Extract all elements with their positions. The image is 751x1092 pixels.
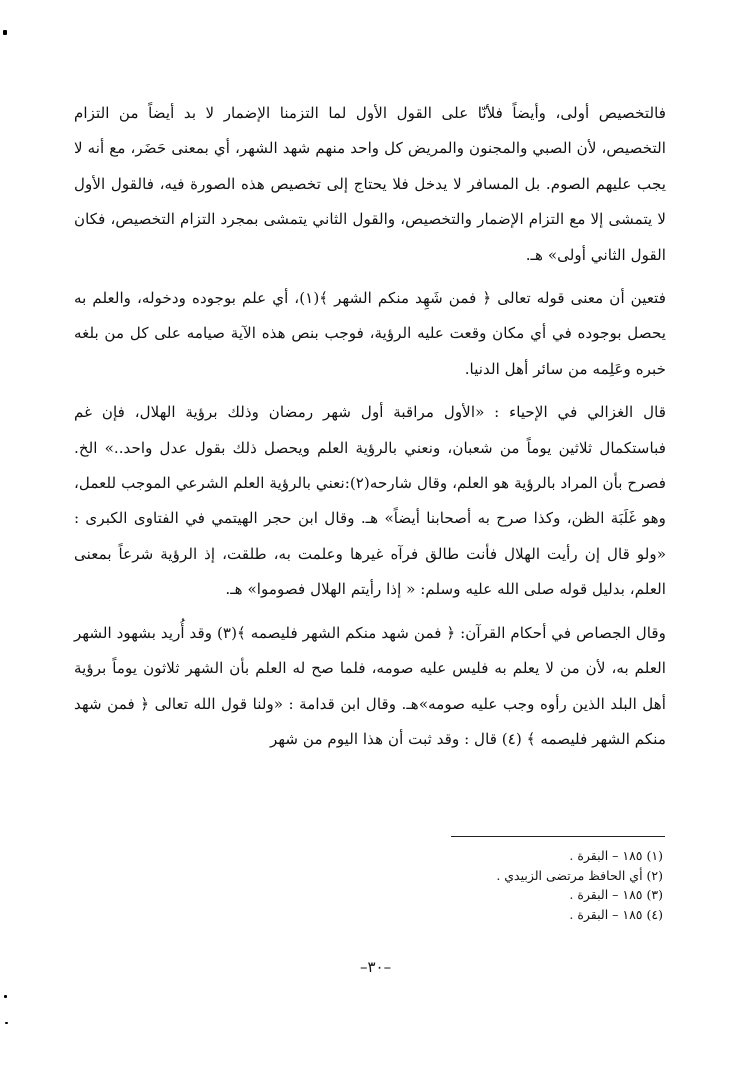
- paragraph: فتعين أن معنى قوله تعالى ﴿ فمن شَهِد منكم الشهر ﴾(١)، أي علم بوجوده ودخوله، والعلم به يحصل بوجوده في أي مكان وقعت عليه الرؤية، فوجب بنص هذه الآية صيامه على كل من بلغه خبره وعَلِمه من سائر أهل الدنيا.: [74, 289, 666, 378]
- footnote: (٤) ١٨٥ – البقرة .: [569, 906, 663, 922]
- paragraph: فالتخصيص أولى، وأيضاً فلأنّا على القول الأول لما التزمنا الإضمار لا بد أيضاً من التزام التخصيص، لأن الصبي والمجنون والمريض كل واحد منهم شهد الشهر، أي بمعنى حَضَر، مع أنه لا يجب عليهم الصوم. بل المسافر لا يدخل فلا يحتاج إلى تخصيص هذه الصورة فيه، فالقول الأول لا يتمشى إلا مع التزام الإضمار والتخصيص، والقول الثاني يتمشى بمجرد التزام التخصيص، فكان القول الثاني أولى» هـ.: [74, 104, 666, 264]
- footnotes: [200, 846, 663, 924]
- page-number: –٣٠–: [359, 958, 392, 976]
- footnote: (٢) أي الحافظ مرتضى الزبيدي .: [496, 867, 663, 883]
- scan-speck: [3, 30, 7, 35]
- paragraph: قال الغزالي في الإحياء : «الأول مراقبة أول شهر رمضان وذلك برؤية الهلال، فإن غم فباستكمال ثلاثين يوماً من شعبان، ونعني بالرؤية العلم ويحصل ذلك بقول عدل واحد..» الخ. فصرح بأن المراد بالرؤية هو العلم، وقال شارحه(٢):نعني بالرؤية العلم الشرعي الموجب للعمل، وهو غَلَبَة الظن، وكذا صرح به أصحابنا أيضاً» هـ. وقال ابن حجر الهيتمي في الفتاوى الكبرى : «ولو قال إن رأيت الهلال فأنت طالق فرآه غيرها وعلمت به، طلقت، إذ الرؤية شرعاً بمعنى العلم، بدليل قوله صلى الله عليه وسلم: « إذا رأيتم الهلال فصوموا» هـ.: [74, 403, 666, 599]
- footnote: (٣) ١٨٥ – البقرة .: [569, 887, 663, 902]
- paragraph: وقال الجصاص في أحكام القرآن: ﴿ فمن شهد منكم الشهر فليصمه ﴾(٣) وقد أُريد بشهود الشهر العلم به، لأن من لا يعلم به فليس عليه صومه، فلما صح له العلم بأن الشهر ثلاثون يوماً برؤية أهل البلد الذين رأوه وجب عليه صومه»هـ. وقال ابن قدامة : «ولنا قول الله تعالى ﴿ فمن شهد منكم الشهر فليصمه ﴾ (٤) قال : وقد ثبت أن هذا اليوم من شهر: [74, 623, 666, 748]
- scan-speck: [4, 995, 7, 998]
- scan-speck: [5, 1022, 8, 1024]
- body-text: [74, 96, 666, 757]
- footnote: (١) ١٨٥ – البقرة .: [569, 848, 663, 863]
- footnote-separator: [451, 836, 665, 837]
